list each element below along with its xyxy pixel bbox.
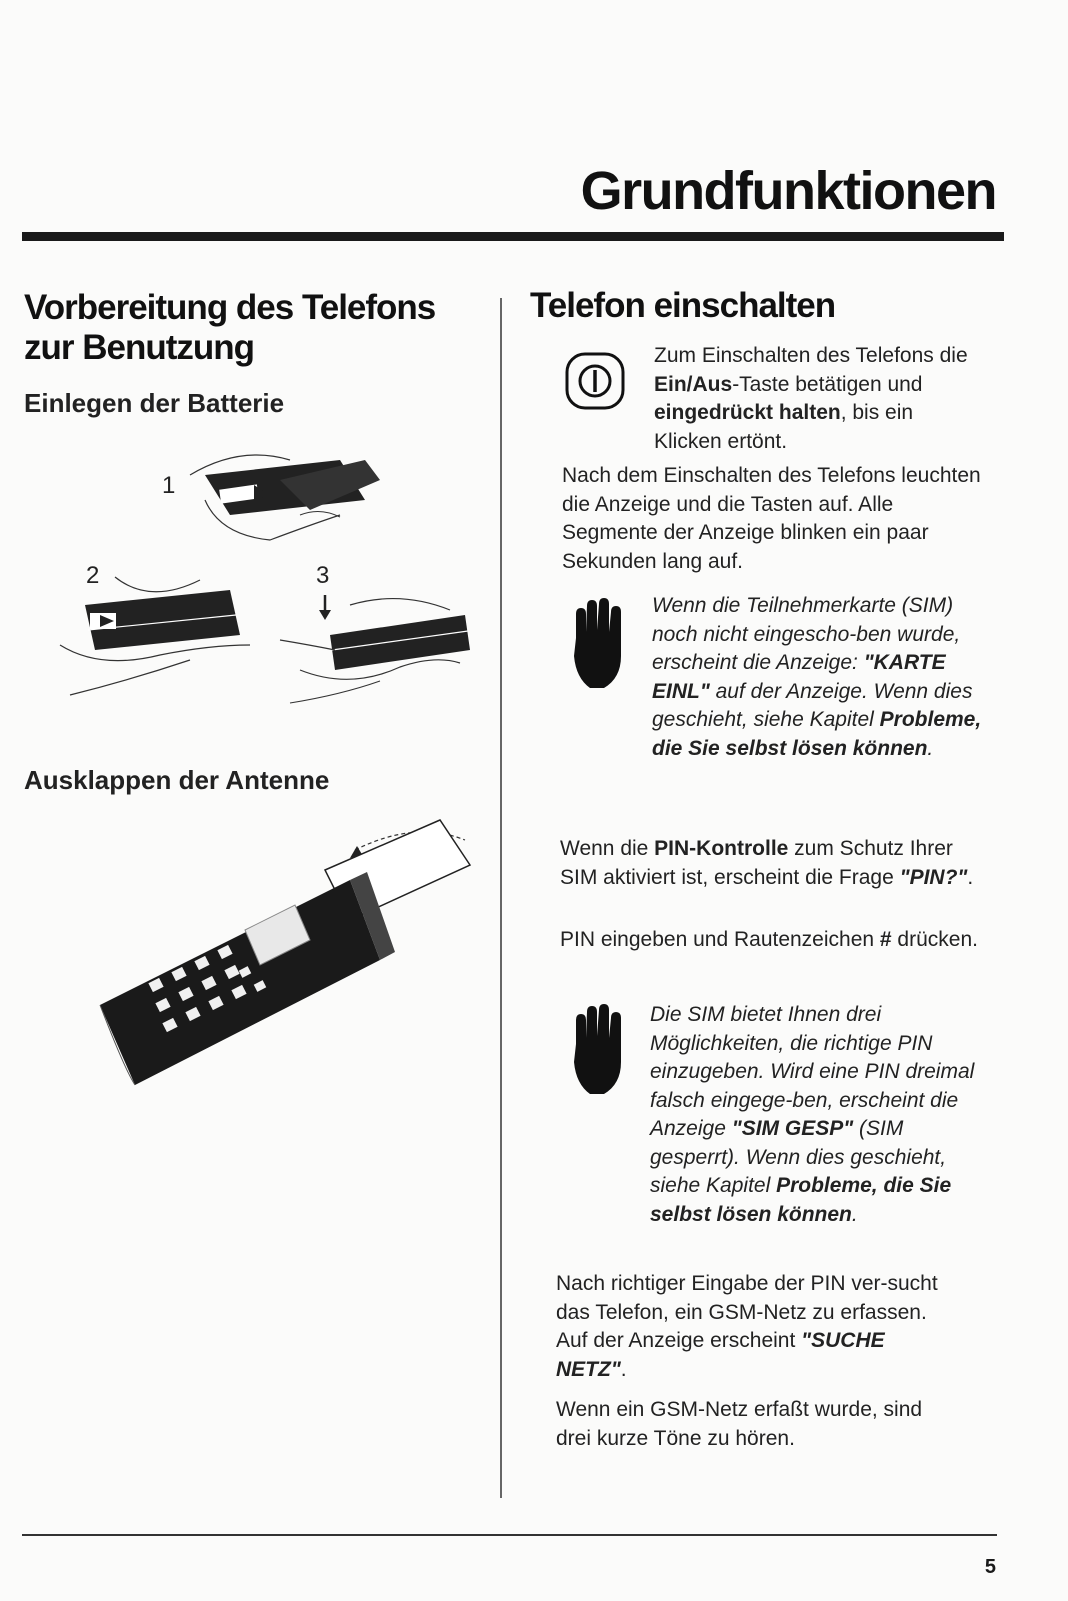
left-heading-line1: Vorbereitung des Telefons bbox=[24, 288, 436, 327]
right-heading: Telefon einschalten bbox=[530, 286, 836, 325]
pin-text-3: . bbox=[967, 865, 974, 889]
network-search-paragraph bbox=[556, 1270, 956, 1384]
footer-rule bbox=[22, 1534, 997, 1536]
pin-control-term: PIN-Kontrolle bbox=[654, 837, 789, 860]
power-text-2: -Taste betätigen und bbox=[732, 372, 923, 396]
left-heading-line2: zur Benutzung bbox=[24, 328, 255, 367]
pin-text-1: Wenn die bbox=[560, 837, 655, 860]
network-found-paragraph: Wenn ein GSM-Netz erfaßt wurde, sind drei kurze Töne zu hören. bbox=[556, 1398, 923, 1450]
note2-text-2: (SIM gesperrt). Wenn dies geschieht, siehe Kapitel bbox=[650, 1117, 947, 1197]
enter-pin-paragraph bbox=[560, 926, 980, 955]
sim-tries-note bbox=[650, 1001, 985, 1229]
hash-key: # bbox=[879, 928, 892, 951]
note1-text-2: auf der Anzeige. Wenn dies geschieht, siehe Kapitel bbox=[652, 679, 973, 731]
power-button-icon bbox=[565, 352, 625, 410]
net-text-1: Nach richtiger Eingabe der PIN ver-sucht das Telefon, ein GSM-Netz zu erfassen. Auf der Anzeige erscheint bbox=[556, 1272, 938, 1352]
hand-warning-icon bbox=[570, 598, 626, 690]
enter-text-2: drücken. bbox=[891, 928, 978, 951]
power-text-3: , bis ein Klicken ertönt. bbox=[654, 401, 914, 453]
display-suche-netz: "SUCHE NETZ" bbox=[556, 1329, 885, 1381]
page-title: Grundfunktionen bbox=[580, 161, 996, 221]
step-label-2: 2 bbox=[86, 562, 100, 589]
chapter-reference: Probleme, die Sie selbst lösen können bbox=[652, 708, 982, 760]
power-instruction bbox=[654, 342, 984, 456]
pin-text-2: zum Schutz Ihrer SIM aktiviert ist, erscheint die Frage bbox=[560, 837, 953, 889]
battery-heading: Einlegen der Batterie bbox=[24, 388, 285, 418]
enter-text-1: PIN eingeben und Rautenzeichen bbox=[560, 928, 880, 951]
phone-antenna-illustration bbox=[95, 820, 495, 1090]
power-key-name: Ein/Aus bbox=[654, 372, 733, 396]
column-divider bbox=[500, 298, 502, 1498]
net-text-2: . bbox=[620, 1357, 627, 1381]
antenna-heading: Ausklappen der Antenne bbox=[24, 765, 330, 795]
step-label-1: 1 bbox=[162, 472, 176, 499]
display-karte-einl: "KARTE EINL" bbox=[652, 651, 946, 703]
power-on-paragraph: Nach dem Einschalten des Telefons leuchten die Anzeige und die Tasten auf. Alle Segmente der Anzeige blinken ein paar Sekunden lang auf. bbox=[562, 464, 981, 573]
power-hold-text: eingedrückt halten bbox=[654, 401, 841, 424]
power-text-1: Zum Einschalten des Telefons die bbox=[654, 344, 968, 367]
header-rule bbox=[22, 232, 1004, 241]
sim-missing-note bbox=[652, 592, 982, 763]
page-number: 5 bbox=[984, 1556, 996, 1578]
hand-warning-icon bbox=[570, 1004, 626, 1096]
battery-insert-illustration bbox=[40, 445, 500, 715]
display-pin-prompt: "PIN?" bbox=[899, 865, 968, 889]
note2-text-3: . bbox=[851, 1202, 858, 1226]
note2-text-1: Die SIM bietet Ihnen drei Möglichkeiten, die richtige PIN einzugeben. Wird eine PIN dreimal falsch eingege-ben, erscheint die Anzeige bbox=[650, 1003, 975, 1140]
left-heading bbox=[24, 288, 435, 368]
pin-check-paragraph bbox=[560, 835, 980, 892]
display-sim-gesp: "SIM GESP" bbox=[731, 1117, 854, 1140]
note1-text-1: Wenn die Teilnehmerkarte (SIM) noch nicht eingescho-ben wurde, erscheint die Anzeige: bbox=[652, 594, 961, 674]
note1-text-3: . bbox=[927, 736, 934, 760]
chapter-reference: Probleme, die Sie selbst lösen können bbox=[650, 1174, 952, 1226]
step-label-3: 3 bbox=[316, 562, 330, 589]
